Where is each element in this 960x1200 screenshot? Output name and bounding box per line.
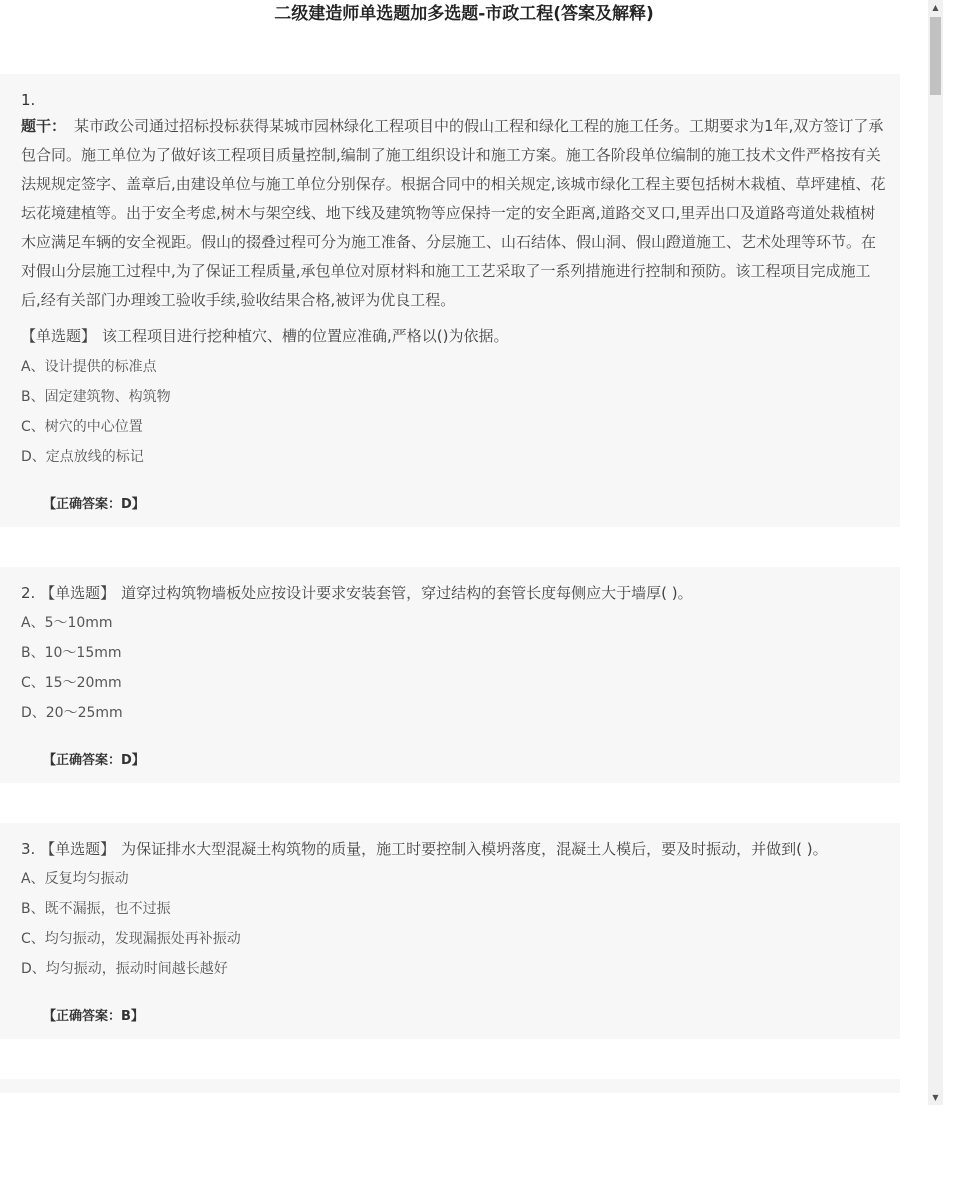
question-number: 3. bbox=[21, 840, 36, 858]
question-card-3 bbox=[0, 823, 900, 1039]
page-title: 二级建造师单选题加多选题-市政工程(答案及解释) bbox=[274, 4, 654, 24]
question-type-tag: 【单选题】 bbox=[21, 327, 97, 345]
correct-answer: 【正确答案：B】 bbox=[43, 1009, 144, 1024]
stem-text: 某市政公司通过招标投标获得某城市园林绿化工程项目中的假山工程和绿化工程的施工任务。工期要求为1年,双方签订了承包合同。施工单位为了做好该工程项目质量控制,编制了施工组织设计和施工方案。施工各阶段单位编制的施工技术文件严格按有关法规规定签字、盖章后,由建设单位与施工单位分别保存。根据合同中的相关规定,该城市绿化工程主要包括树木栽植、草坪建植、花坛花境建植等。出于安全考虑,树木与架空线、地下线及建筑物等应保持一定的安全距离,道路交叉口,里弄出口及道路弯道处栽植树木应满足车辆的安全视距。假山的掇叠过程可分为施工准备、分层施工、山石结体、假山洞、假山蹬道施工、艺术处理等环节。在对假山分层施工过程中,为了保证工程质量,承包单位对原材料和施工工艺采取了一系列措施进行控制和预防。该工程项目完成施工后,经有关部门办理竣工验收手续,验收结果合格,被评为优良工程。 bbox=[21, 117, 886, 309]
question-card-1 bbox=[0, 74, 900, 527]
stem-label: 题干： bbox=[21, 117, 67, 135]
option-c[interactable]: C、均匀振动，发现漏振处再补振动 bbox=[21, 931, 241, 947]
option-b[interactable]: B、10～15mm bbox=[21, 645, 122, 661]
option-c[interactable]: C、15～20mm bbox=[21, 675, 122, 691]
question-body: 为保证排水大型混凝土构筑物的质量，施工时要控制入模坍落度，混凝土人模后，要及时振动，并做到( )。 bbox=[121, 840, 828, 858]
question-text bbox=[21, 839, 888, 859]
option-b[interactable]: B、固定建筑物、构筑物 bbox=[21, 389, 171, 405]
question-body: 该工程项目进行挖种植穴、槽的位置应准确,严格以()为依据。 bbox=[102, 327, 509, 345]
option-a[interactable]: A、反复均匀振动 bbox=[21, 871, 129, 887]
question-card-4-partial bbox=[0, 1079, 900, 1093]
vertical-scrollbar[interactable] bbox=[928, 0, 943, 1105]
question-card-2 bbox=[0, 567, 900, 783]
option-d[interactable]: D、20～25mm bbox=[21, 705, 123, 721]
correct-answer: 【正确答案：D】 bbox=[43, 497, 145, 512]
question-stem bbox=[21, 112, 888, 315]
option-c[interactable]: C、树穴的中心位置 bbox=[21, 419, 143, 435]
question-text bbox=[21, 583, 888, 603]
question-type-tag: 【单选题】 bbox=[40, 584, 116, 602]
question-body: 道穿过构筑物墙板处应按设计要求安装套管，穿过结构的套管长度每侧应大于墙厚( )。 bbox=[121, 584, 693, 602]
question-type-tag: 【单选题】 bbox=[40, 840, 116, 858]
scrollbar-thumb[interactable] bbox=[930, 17, 941, 95]
option-b[interactable]: B、既不漏振，也不过振 bbox=[21, 901, 171, 917]
option-d[interactable]: D、定点放线的标记 bbox=[21, 449, 144, 465]
question-list bbox=[0, 74, 900, 1093]
correct-answer: 【正确答案：D】 bbox=[43, 753, 145, 768]
scroll-up-arrow-icon[interactable]: ▲ bbox=[932, 3, 939, 12]
option-a[interactable]: A、设计提供的标准点 bbox=[21, 359, 157, 375]
question-number: 1. bbox=[21, 91, 36, 109]
option-d[interactable]: D、均匀振动，振动时间越长越好 bbox=[21, 961, 228, 977]
question-number: 2. bbox=[21, 584, 36, 602]
scroll-down-arrow-icon[interactable]: ▼ bbox=[932, 1093, 939, 1102]
option-a[interactable]: A、5～10mm bbox=[21, 615, 113, 631]
question-text bbox=[21, 325, 888, 347]
